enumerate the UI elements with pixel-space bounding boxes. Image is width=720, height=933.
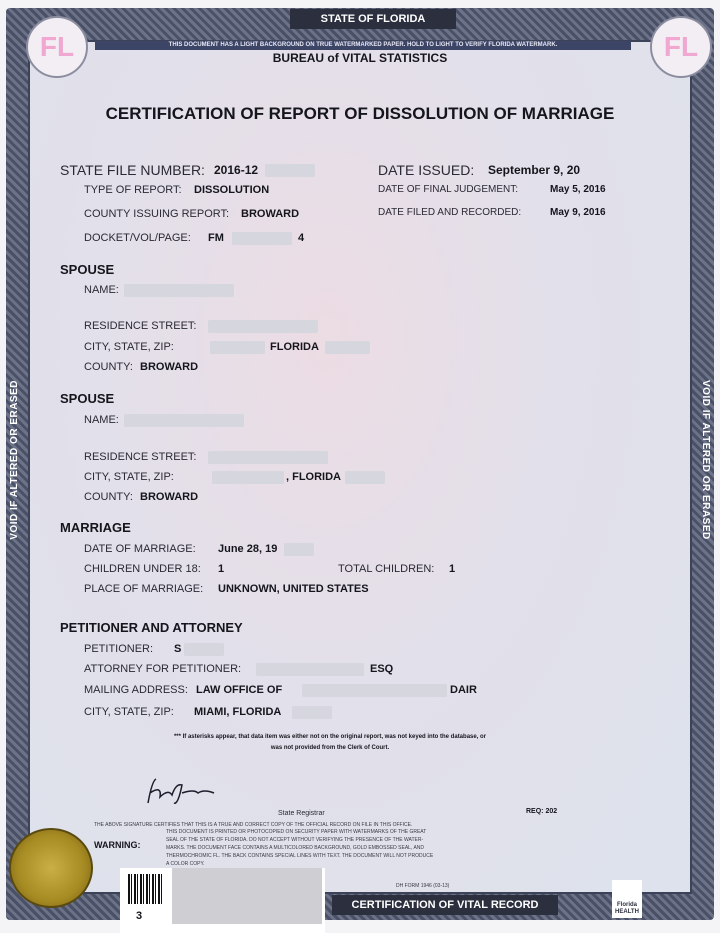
county-value: BROWARD	[140, 361, 199, 373]
vital-record-banner: CERTIFICATION OF VITAL RECORD	[332, 895, 558, 915]
mailing-value: LAW OFFICE OF	[196, 684, 283, 696]
children-value: 1	[218, 563, 225, 575]
street-label: RESIDENCE STREET:	[84, 320, 197, 332]
attorney-suffix: ESQ	[370, 663, 394, 675]
warning-label: WARNING:	[94, 840, 141, 850]
attorney-label: ATTORNEY FOR PETITIONER:	[84, 663, 242, 675]
final-judgement-value: May 5, 2016	[550, 184, 606, 195]
redaction	[212, 471, 284, 484]
void-side-text: VOID IF ALTERED OR ERASED	[700, 380, 711, 540]
street-label: RESIDENCE STREET:	[84, 451, 197, 463]
req-number: REQ: 202	[526, 808, 558, 815]
redaction	[124, 284, 234, 297]
docket-label: DOCKET/VOL/PAGE:	[84, 232, 191, 244]
document-title: CERTIFICATION OF REPORT OF DISSOLUTION OF MARRIAGE	[105, 104, 615, 123]
state-file-value: 2016-12	[214, 163, 259, 177]
barcode-number: 3	[136, 910, 143, 922]
warning-line: THIS DOCUMENT IS PRINTED OR PHOTOCOPIED ON SECURITY PAPER WITH WATERMARKS OF THE GREAT	[166, 829, 427, 835]
county-label: COUNTY:	[84, 361, 133, 373]
mailing-suffix: DAIR	[450, 684, 477, 696]
docket-suffix: 4	[298, 232, 305, 244]
warning-line: A COLOR COPY.	[166, 861, 205, 867]
mailing-label: MAILING ADDRESS:	[84, 684, 188, 696]
docket-prefix: FM	[208, 232, 224, 244]
city-label: CITY, STATE, ZIP:	[84, 706, 174, 718]
bureau-title: BUREAU of VITAL STATISTICS	[272, 51, 448, 65]
issued-value: September 9, 20	[488, 163, 581, 177]
fl-thermochromic-badge: FL	[650, 16, 712, 78]
watermark-strip: THIS DOCUMENT HAS A LIGHT BACKGROUND ON TRUE WATERMARKED PAPER. HOLD TO LIGHT TO VERIFY FLORIDA WATERMARK.	[95, 41, 631, 50]
barcode	[128, 874, 164, 904]
place-label: PLACE OF MARRIAGE:	[84, 583, 204, 595]
marriage-heading: MARRIAGE	[60, 520, 131, 535]
redaction	[302, 684, 447, 697]
petitioner-label: PETITIONER:	[84, 643, 154, 655]
name-label: NAME:	[84, 284, 119, 296]
petitioner-heading: PETITIONER AND ATTORNEY	[60, 620, 243, 635]
barcode-area	[120, 868, 325, 933]
state-file-label: STATE FILE NUMBER:	[60, 162, 205, 178]
final-judgement-label: DATE OF FINAL JUDGEMENT:	[378, 184, 519, 195]
filed-value: May 9, 2016	[550, 207, 606, 218]
place-value: UNKNOWN, UNITED STATES	[218, 583, 369, 595]
void-side-text: VOID IF ALTERED OR ERASED	[9, 380, 20, 540]
redaction	[124, 414, 244, 427]
county-value: BROWARD	[241, 208, 300, 220]
redaction	[284, 543, 314, 556]
issued-label: DATE ISSUED:	[378, 162, 475, 178]
date-of-marriage-label: DATE OF MARRIAGE:	[84, 543, 196, 555]
type-value: DISSOLUTION	[194, 184, 270, 196]
city-label: CITY, STATE, ZIP:	[84, 341, 174, 353]
state-value: FLORIDA	[270, 341, 319, 353]
state-registrar-label: State Registrar	[278, 810, 325, 817]
redaction	[184, 643, 224, 656]
name-label: NAME:	[84, 414, 119, 426]
form-number: DH FORM 1946 (03-13)	[396, 883, 450, 889]
fl-thermochromic-badge: FL	[26, 16, 88, 78]
redaction	[208, 320, 318, 333]
date-of-marriage-value: June 28, 19	[218, 543, 278, 555]
filed-label: DATE FILED AND RECORDED:	[378, 207, 522, 218]
children-label: CHILDREN UNDER 18:	[84, 563, 201, 575]
redaction	[265, 164, 315, 177]
state-banner: STATE OF FLORIDA	[290, 9, 456, 29]
redaction	[325, 341, 370, 354]
county-label: COUNTY:	[84, 491, 133, 503]
city-value: MIAMI, FLORIDA	[194, 706, 282, 718]
asterisk-note: *** If asterisks appear, that data item was either not on the original report, was not keyed into the database, or	[173, 734, 487, 740]
state-value: , FLORIDA	[286, 471, 341, 483]
county-label: COUNTY ISSUING REPORT:	[84, 208, 230, 220]
warning-line: MARKS. THE DOCUMENT FACE CONTAINS A MULTICOLORED BACKGROUND, GOLD EMBOSSED SEAL, AND	[166, 845, 425, 851]
redaction	[292, 706, 332, 719]
type-label: TYPE OF REPORT:	[84, 184, 182, 196]
city-label: CITY, STATE, ZIP:	[84, 471, 174, 483]
certify-text: THE ABOVE SIGNATURE CERTIFIES THAT THIS IS A TRUE AND CORRECT COPY OF THE OFFICIAL RECORD ON FILE IN THIS OFFICE.	[94, 822, 413, 828]
redaction	[172, 868, 322, 924]
redaction	[210, 341, 265, 354]
registrar-signature	[138, 775, 218, 807]
spouse-heading: SPOUSE	[60, 391, 115, 406]
redaction	[345, 471, 385, 484]
total-children-label: TOTAL CHILDREN:	[338, 563, 435, 575]
petitioner-value: S	[174, 643, 182, 655]
asterisk-note: was not provided from the Clerk of Court.	[270, 745, 390, 751]
redaction	[232, 232, 292, 245]
total-children-value: 1	[449, 563, 456, 575]
florida-health-logo: Florida HEALTH	[612, 880, 642, 918]
county-value: BROWARD	[140, 491, 199, 503]
spouse-heading: SPOUSE	[60, 262, 115, 277]
redaction	[256, 663, 364, 676]
state-seal	[9, 828, 93, 908]
redaction	[208, 451, 328, 464]
warning-line: SEAL OF THE STATE OF FLORIDA. DO NOT ACCEPT WITHOUT VERIFYING THE PRESENCE OF THE WATER-	[166, 837, 424, 843]
warning-line: THERMOCHROMIC FL. THE BACK CONTAINS SPECIAL LINES WITH TEXT. THE DOCUMENT WILL NOT PRODUCE	[166, 853, 434, 859]
